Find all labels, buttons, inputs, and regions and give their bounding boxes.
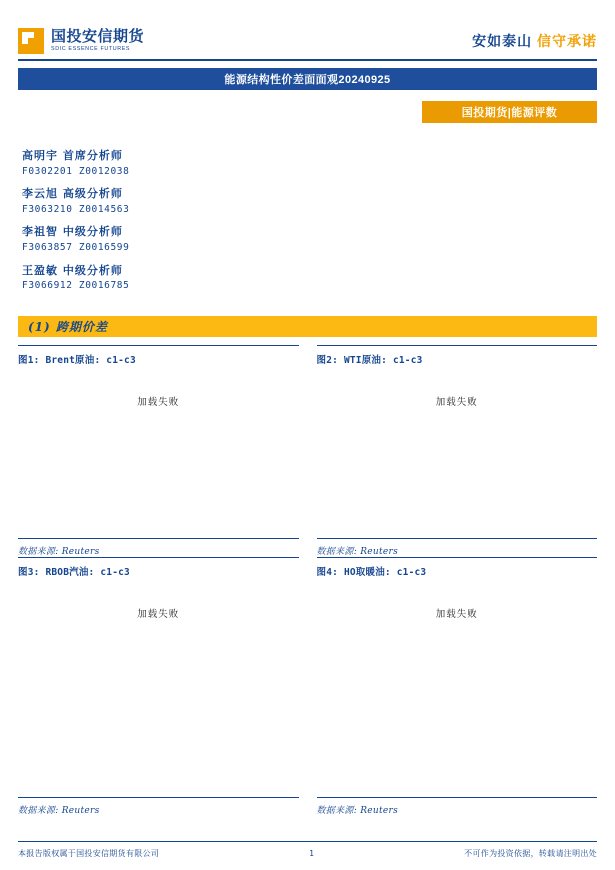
analyst-license-id: F0302201 Z0012038 [22,165,130,177]
analyst-license-id: F3063210 Z0014563 [22,203,130,215]
figure-load-status: 加载失败 [137,397,180,408]
footer-copyright: 本报告版权属于国投安信期货有限公司 [18,848,160,858]
figure-image-area [18,578,299,797]
analyst-name: 李祖智 中级分析师 [22,225,123,239]
report-category-tag [422,101,597,123]
figure-block [18,345,299,557]
footer-divider [18,841,597,843]
report-category-label: 国投期货|能源评数 [461,107,558,119]
report-title: 能源结构性价差面面观20240925 [224,74,391,86]
analyst-list [22,148,352,301]
figure-image-area [18,366,299,538]
figure-caption: 图2: WTI原油: c1-c3 [317,345,598,366]
list-item [22,148,352,179]
report-title-bar [18,68,597,90]
page-number: 1 [309,848,315,858]
list-item [22,186,352,217]
figure-load-status: 加载失败 [137,609,180,620]
slogan-part-primary: 安如泰山 [472,33,533,49]
figure-source: 数据来源: Reuters [317,797,598,816]
figure-caption: 图4: HO取暖油: c1-c3 [317,557,598,578]
figure-image-area [317,366,598,538]
analyst-name: 王盈敏 中级分析师 [22,263,123,277]
analyst-license-id: F3066912 Z0016785 [22,280,130,292]
brand-name-en: SDIC ESSENCE FUTURES [51,46,131,53]
list-item [22,224,352,255]
figure-load-status: 加载失败 [435,609,478,620]
analyst-name: 高明宇 首席分析师 [22,149,123,162]
section-heading [18,316,597,337]
figure-image-area [317,578,598,797]
figure-row [18,345,597,557]
figure-block [317,345,598,557]
section-heading-label: (1) 跨期价差 [28,320,108,334]
brand-name-cn: 国投安信期货 [51,28,145,46]
analyst-name: 李云旭 高级分析师 [22,187,123,201]
footer-disclaimer: 不可作为投资依据，转载请注明出处 [464,848,597,858]
page-footer [18,846,597,860]
figure-source: 数据来源: Reuters [18,797,299,816]
header-divider [18,59,597,61]
slogan-part-secondary: 信守承诺 [537,33,597,49]
figure-caption: 图3: RBOB汽油: c1-c3 [18,557,299,578]
brand-text [51,29,144,52]
figure-block [18,557,299,816]
brand-slogan [472,31,597,51]
company-logo-icon [18,28,44,54]
figure-row [18,557,597,816]
figure-load-status: 加载失败 [435,397,478,408]
analyst-license-id: F3063857 Z0016599 [22,241,130,253]
figure-source: 数据来源: Reuters [18,538,299,557]
list-item [22,263,352,294]
figure-grid [18,345,597,816]
figure-source: 数据来源: Reuters [317,538,598,557]
page-header [18,20,597,62]
figure-block [317,557,598,816]
figure-caption: 图1: Brent原油: c1-c3 [18,345,299,366]
brand-block [18,28,144,54]
